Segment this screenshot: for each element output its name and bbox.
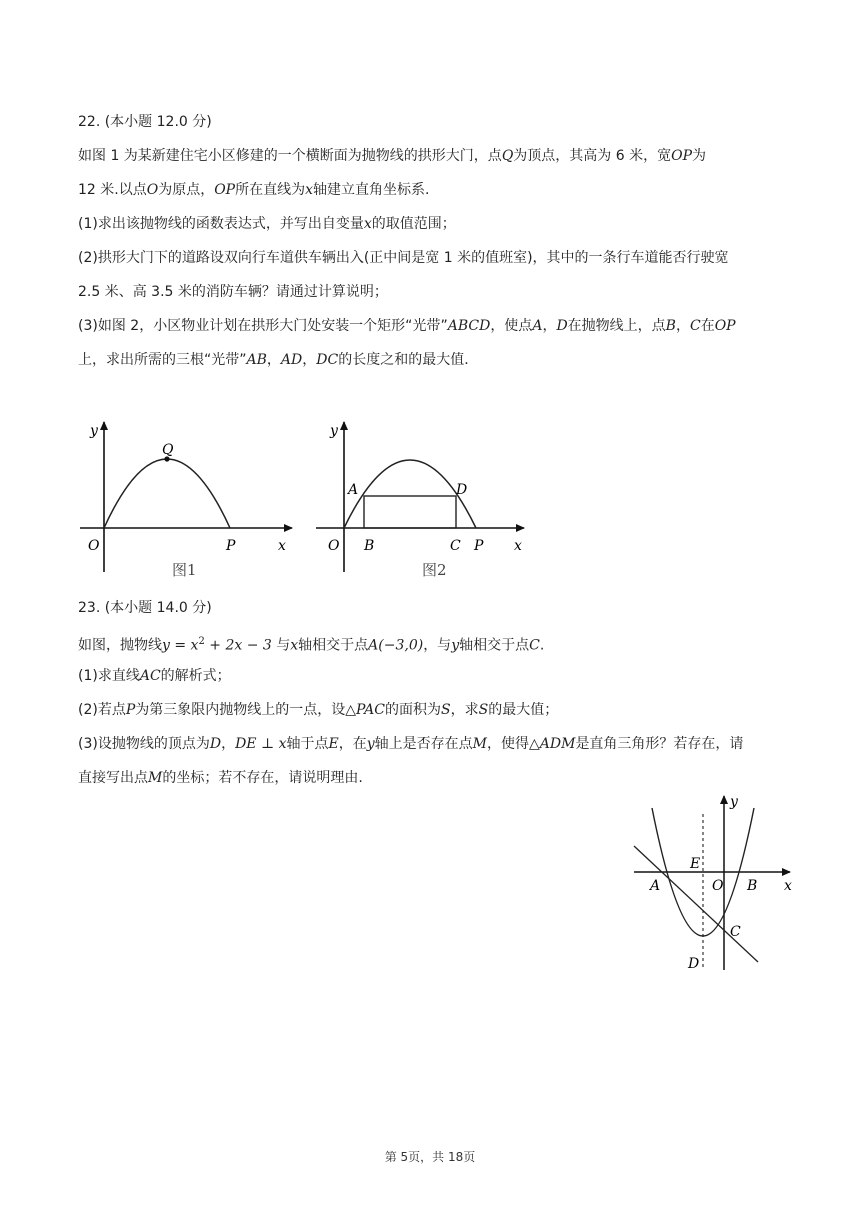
math-var: C bbox=[529, 637, 540, 654]
math-var: OP bbox=[214, 182, 236, 198]
p-label: P bbox=[226, 538, 236, 554]
a-label: A bbox=[348, 482, 359, 498]
text: 与 bbox=[271, 637, 291, 654]
text: ， bbox=[542, 318, 557, 334]
x-label: x bbox=[514, 538, 522, 554]
math-var: y bbox=[451, 637, 460, 654]
math-expr: DE ⊥ x bbox=[235, 736, 287, 752]
math-var: OP bbox=[671, 148, 693, 164]
text: ， bbox=[675, 318, 690, 334]
q23-part1 bbox=[78, 666, 231, 686]
text: 轴相交于点 bbox=[459, 637, 530, 654]
math-var: M bbox=[472, 736, 487, 752]
text: 轴于点 bbox=[286, 736, 329, 752]
parabola bbox=[104, 459, 230, 528]
text: ，与 bbox=[423, 637, 452, 654]
text: 的最大值； bbox=[488, 702, 559, 718]
math-var: AD bbox=[280, 352, 303, 368]
text: 直接写出点 bbox=[78, 770, 148, 786]
text: 所在直线为 bbox=[235, 182, 306, 198]
text: 轴建立直角坐标系. bbox=[313, 182, 430, 198]
math-var: A bbox=[532, 318, 543, 334]
text: 为 bbox=[692, 148, 707, 164]
math-var: x bbox=[290, 637, 299, 654]
text: 是直角三角形？若存在，请 bbox=[575, 736, 744, 752]
exponent: 2 bbox=[198, 636, 205, 647]
o-label: O bbox=[712, 878, 724, 894]
text: 在 bbox=[700, 318, 715, 334]
text: 轴相交于点 bbox=[298, 637, 369, 654]
q22-part1 bbox=[78, 214, 456, 234]
math-var: AB bbox=[246, 352, 267, 368]
math-var: M bbox=[148, 770, 163, 786]
text: ，使点 bbox=[490, 318, 533, 334]
p-label: P bbox=[474, 538, 484, 554]
q23-heading: 23. (本小题 14.0 分) bbox=[78, 600, 212, 616]
q22-part3 bbox=[78, 316, 736, 336]
text: (1)求出该抛物线的函数表达式，并写出自变量 bbox=[78, 216, 364, 232]
text: 上，求出所需的三根“光带” bbox=[78, 352, 247, 368]
math-var: y bbox=[366, 736, 375, 752]
text: (2)若点 bbox=[78, 702, 126, 718]
q22-part2: (2)拱形大门下的道路设双向行车道供车辆出入(正中间是宽 1 米的值班室)，其中的一条行车道能否行驶宽 bbox=[78, 250, 729, 266]
q23-intro bbox=[78, 632, 544, 656]
math-var: B bbox=[665, 318, 676, 334]
text: 如图，抛物线 bbox=[78, 637, 162, 654]
e-label: E bbox=[690, 856, 701, 872]
text: 的面积为 bbox=[385, 702, 442, 718]
math-var: Q bbox=[501, 148, 514, 164]
o-label: O bbox=[88, 538, 100, 554]
math-var: O bbox=[146, 182, 159, 198]
q22-heading: 22. (本小题 12.0 分) bbox=[78, 114, 212, 130]
q22-intro-line2 bbox=[78, 180, 429, 200]
equation: + 2x − 3 bbox=[204, 637, 272, 654]
math-var: PAC bbox=[356, 702, 386, 718]
q23-part2 bbox=[78, 700, 558, 720]
figure-1-caption: 图1 bbox=[172, 561, 197, 579]
y-label: y bbox=[330, 423, 338, 439]
c-label: C bbox=[450, 538, 461, 554]
text: 如图 1 为某新建住宅小区修建的一个横断面为抛物线的拱形大门，点 bbox=[78, 148, 502, 164]
text: 12 米.以点 bbox=[78, 182, 147, 198]
math-var: x bbox=[363, 216, 372, 232]
c-label: C bbox=[730, 924, 741, 940]
q23-part3 bbox=[78, 734, 743, 754]
equation: y = x bbox=[162, 637, 199, 654]
text: (1)求直线 bbox=[78, 668, 140, 684]
math-var: D bbox=[556, 318, 568, 334]
b-label: B bbox=[747, 878, 758, 894]
x-label: x bbox=[784, 878, 792, 894]
a-label: A bbox=[650, 878, 661, 894]
text: (3)设抛物线的顶点为 bbox=[78, 736, 210, 752]
y-label: y bbox=[90, 423, 98, 439]
q23-part3-cont bbox=[78, 768, 363, 788]
y-label: y bbox=[730, 794, 738, 810]
q22-part3-cont bbox=[78, 350, 469, 370]
x-label: x bbox=[278, 538, 286, 554]
text: ， bbox=[266, 352, 281, 368]
math-var: E bbox=[328, 736, 339, 752]
math-var: P bbox=[125, 702, 136, 718]
text: (3)如图 2，小区物业计划在拱形大门处安装一个矩形“光带” bbox=[78, 318, 448, 334]
text: . bbox=[539, 637, 545, 654]
math-var: D bbox=[209, 736, 222, 752]
text: 的取值范围； bbox=[371, 216, 456, 232]
text: 在抛物线上，点 bbox=[567, 318, 666, 334]
math-var: ABCD bbox=[447, 318, 491, 334]
d-label: D bbox=[688, 956, 700, 972]
q22-intro-line1 bbox=[78, 146, 706, 166]
d-label: D bbox=[456, 482, 468, 498]
b-label: B bbox=[364, 538, 375, 554]
page-footer: 第 5页，共 18页 bbox=[384, 1150, 476, 1164]
math-var: x bbox=[305, 182, 314, 198]
text: ， bbox=[221, 736, 236, 752]
o-label: O bbox=[328, 538, 340, 554]
math-var: ADM bbox=[539, 736, 576, 752]
text: 为原点， bbox=[158, 182, 215, 198]
text: ，求 bbox=[450, 702, 479, 718]
text: 的长度之和的最大值. bbox=[338, 352, 469, 368]
text: 的解析式； bbox=[160, 668, 231, 684]
math-var: S bbox=[478, 702, 489, 718]
figure-2 bbox=[310, 410, 540, 585]
figure-q23 bbox=[626, 792, 798, 976]
text: 轴上是否存在点 bbox=[374, 736, 473, 752]
figure-1 bbox=[70, 410, 310, 585]
light-strip-rectangle bbox=[364, 496, 456, 528]
figure-2-caption: 图2 bbox=[422, 561, 447, 579]
math-var: C bbox=[689, 318, 701, 334]
math-var: OP bbox=[714, 318, 736, 334]
q-label: Q bbox=[162, 442, 174, 458]
text: 为第三象限内抛物线上的一点，设△ bbox=[135, 702, 357, 718]
text: ，使得△ bbox=[486, 736, 540, 752]
text: ， bbox=[302, 352, 317, 368]
math-var: AC bbox=[139, 668, 161, 684]
text: 为顶点，其高为 6 米，宽 bbox=[513, 148, 672, 164]
math-var: DC bbox=[316, 352, 339, 368]
text: ，在 bbox=[338, 736, 367, 752]
point-coords: A(−3,0) bbox=[368, 637, 424, 654]
q22-part2-cont: 2.5 米、高 3.5 米的消防车辆？请通过计算说明； bbox=[78, 284, 388, 300]
text: 的坐标；若不存在，请说明理由. bbox=[162, 770, 363, 786]
math-var: S bbox=[441, 702, 451, 718]
